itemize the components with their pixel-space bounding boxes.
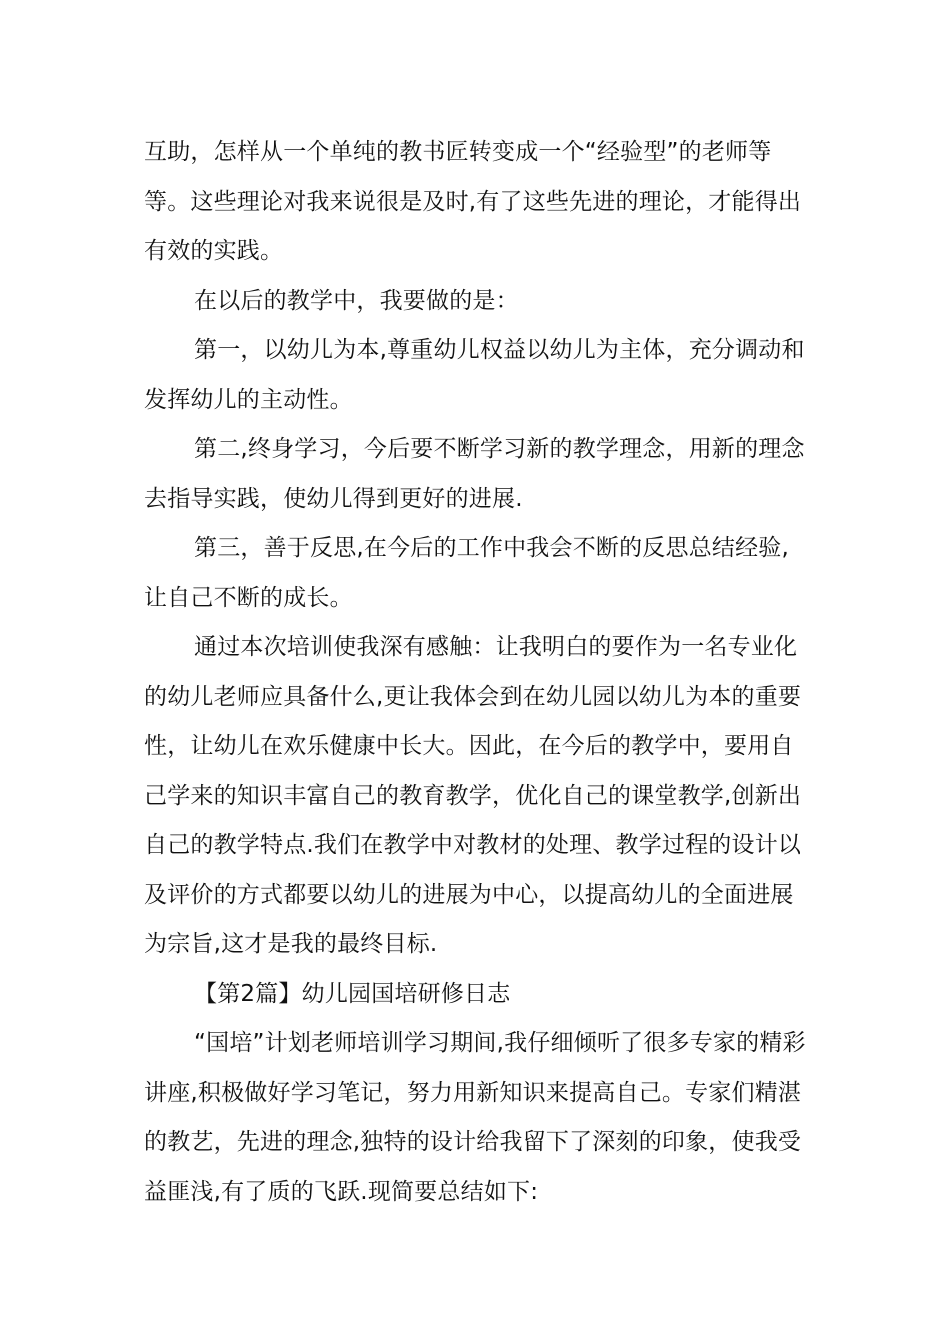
document-body bbox=[144, 128, 808, 1217]
paragraph-point-one: 第一，以幼儿为本,尊重幼儿权益以幼儿为主体，充分调动和发挥幼儿的主动性。 bbox=[144, 337, 805, 413]
section-heading: 【第2篇】幼儿园国培研修日志 bbox=[194, 980, 511, 1007]
paragraph-continuation: 互助，怎样从一个单纯的教书匠转变成一个“经验型”的老师等等。这些理论对我来说很是及时,有了这些先进的理论，才能得出有效的实践。 bbox=[144, 139, 802, 264]
paragraph-reflection: 通过本次培训使我深有感触：让我明白的要作为一名专业化的幼儿老师应具备什么,更让我体会到在幼儿园以幼儿为本的重要性，让幼儿在欢乐健康中长大。因此，在今后的教学中，要用自己学来的知识丰富自己的教育教学，优化自己的课堂教学,创新出自己的教学特点.我们在教学中对教材的处理、教学过程的设计以及评价的方式都要以幼儿的进展为中心，以提高幼儿的全面进展为宗旨,这才是我的最终目标. bbox=[144, 634, 802, 957]
paragraph-intro-plan: 在以后的教学中，我要做的是： bbox=[194, 287, 519, 314]
paragraph-point-three: 第三，善于反思,在今后的工作中我会不断的反思总结经验,让自己不断的成长。 bbox=[144, 535, 790, 611]
paragraph-point-two: 第二,终身学习，今后要不断学习新的教学理念，用新的理念去指导实践，使幼儿得到更好的进展. bbox=[144, 436, 805, 512]
paragraph-guopei: “国培”计划老师培训学习期间,我仔细倾听了很多专家的精彩讲座,积极做好学习笔记，努力用新知识来提高自己。专家们精湛的教艺，先进的理念,独特的设计给我留下了深刻的印象，使我受益匪浅,有了质的飞跃.现简要总结如下: bbox=[144, 1030, 806, 1205]
